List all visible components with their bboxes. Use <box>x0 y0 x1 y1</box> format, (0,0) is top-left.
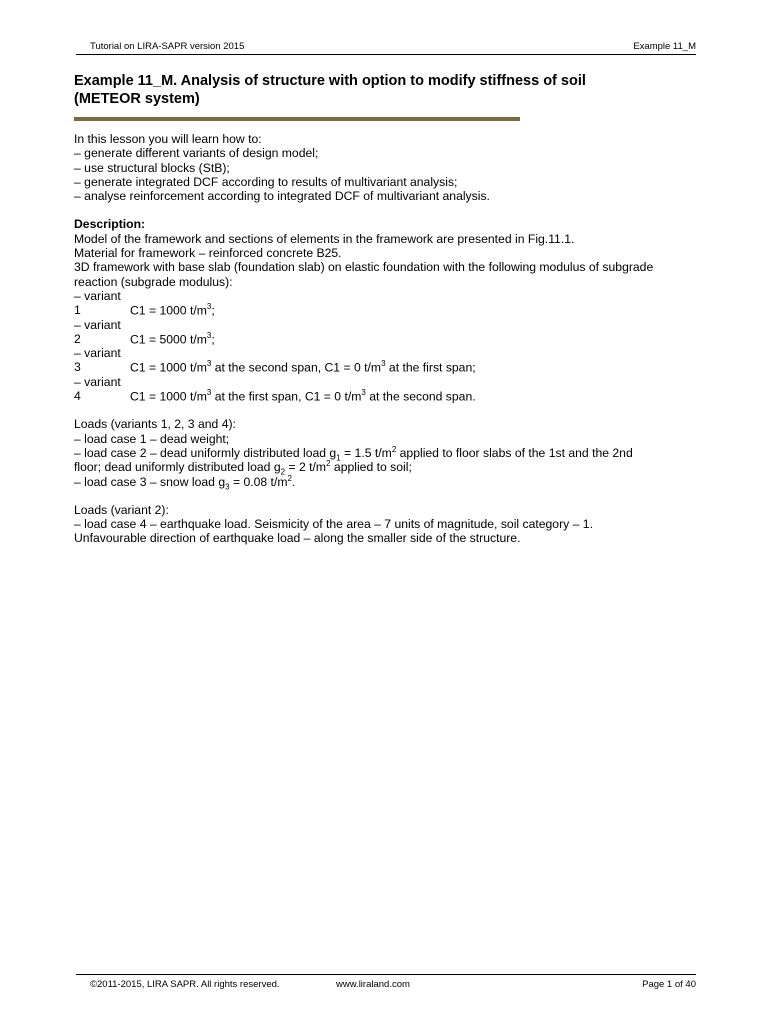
header-left-text: Tutorial on LIRA-SAPR version 2015 <box>90 41 245 52</box>
variant-2-line: – variant 2 C1 = 5000 $t/m^3$; <box>74 317 215 346</box>
variant-label: – variant 3 <box>74 346 121 375</box>
header-divider <box>76 54 696 55</box>
variant-label: – variant 2 <box>74 317 121 346</box>
title-underline-bar <box>74 117 520 121</box>
footer-divider <box>76 974 696 975</box>
footer-copyright: ©2011-2015, LIRA SAPR. All rights reserved. <box>90 979 280 990</box>
variant-label: – variant 1 <box>74 288 121 318</box>
description-line: 3D framework with base slab (foundation slab) on elastic foundation with the following modulus of subgrade <box>74 260 654 275</box>
load-case-2-line-1: – load case 2 – dead uniformly distributed load $g_1 = 1.5$ $t/m^2$ applied to floor slabs of the 1st and the 2nd <box>74 444 633 463</box>
footer-page-number: Page 1 of 40 <box>642 979 696 990</box>
load-case-4: – load case 4 – earthquake load. Seismicity of the area – 7 units of magnitude, soil category – 1. <box>74 517 593 532</box>
title-line-1: Example 11_M. Analysis of structure with option to modify stiffness of soil <box>74 73 586 89</box>
loads-heading: Loads (variants 1, 2, 3 and 4): <box>74 417 236 432</box>
intro-item: – generate different variants of design model; <box>74 146 319 161</box>
description-heading: Description: <box>74 217 146 232</box>
variant-3-line: – variant 3 C1 = 1000 $t/m^3$ at the second span, C1 = 0 $t/m^3$ at the first span; <box>74 346 476 375</box>
load-case-2-line-2: floor; dead uniformly distributed load $g_2 = 2$ $t/m^2$ applied to soil; <box>74 459 412 477</box>
intro-lead: In this lesson you will learn how to: <box>74 132 262 146</box>
earthquake-direction-note: Unfavourable direction of earthquake load – along the smaller side of the structure. <box>74 531 521 546</box>
description-line: Model of the framework and sections of elements in the framework are presented in Fig.11.1. <box>74 231 575 246</box>
variant-4-line: – variant 4 C1 = 1000 $t/m^3$ at the first span, C1 = 0 $t/m^3$ at the second span. <box>74 374 476 404</box>
description-line: reaction (subgrade modulus): <box>74 274 233 289</box>
footer-website-link[interactable]: www.liraland.com <box>336 979 410 990</box>
header-right-text: Example 11_M <box>633 41 696 52</box>
intro-item: – generate integrated DCF according to results of multivariant analysis; <box>74 174 458 189</box>
load-case-3: – load case 3 – snow load $g_3 = 0.08$ $t/m^2$. <box>74 473 296 491</box>
variant-label: – variant 4 <box>74 374 121 404</box>
title-line-2: (METEOR system) <box>74 91 200 107</box>
page-footer <box>76 978 696 992</box>
intro-item: – analyse reinforcement according to integrated DCF of multivariant analysis. <box>74 189 490 204</box>
variant-1-line: – variant 1 C1 = 1000 $t/m^3$; <box>74 288 215 318</box>
loads-variant-2-heading: Loads (variant 2): <box>74 502 169 517</box>
intro-item: – use structural blocks (StB); <box>74 160 230 175</box>
load-case-1: – load case 1 – dead weight; <box>74 431 230 446</box>
page-title <box>74 72 674 108</box>
document-body <box>74 132 704 546</box>
description-line: Material for framework – reinforced concrete B25. <box>74 246 342 261</box>
page-header <box>76 40 696 54</box>
